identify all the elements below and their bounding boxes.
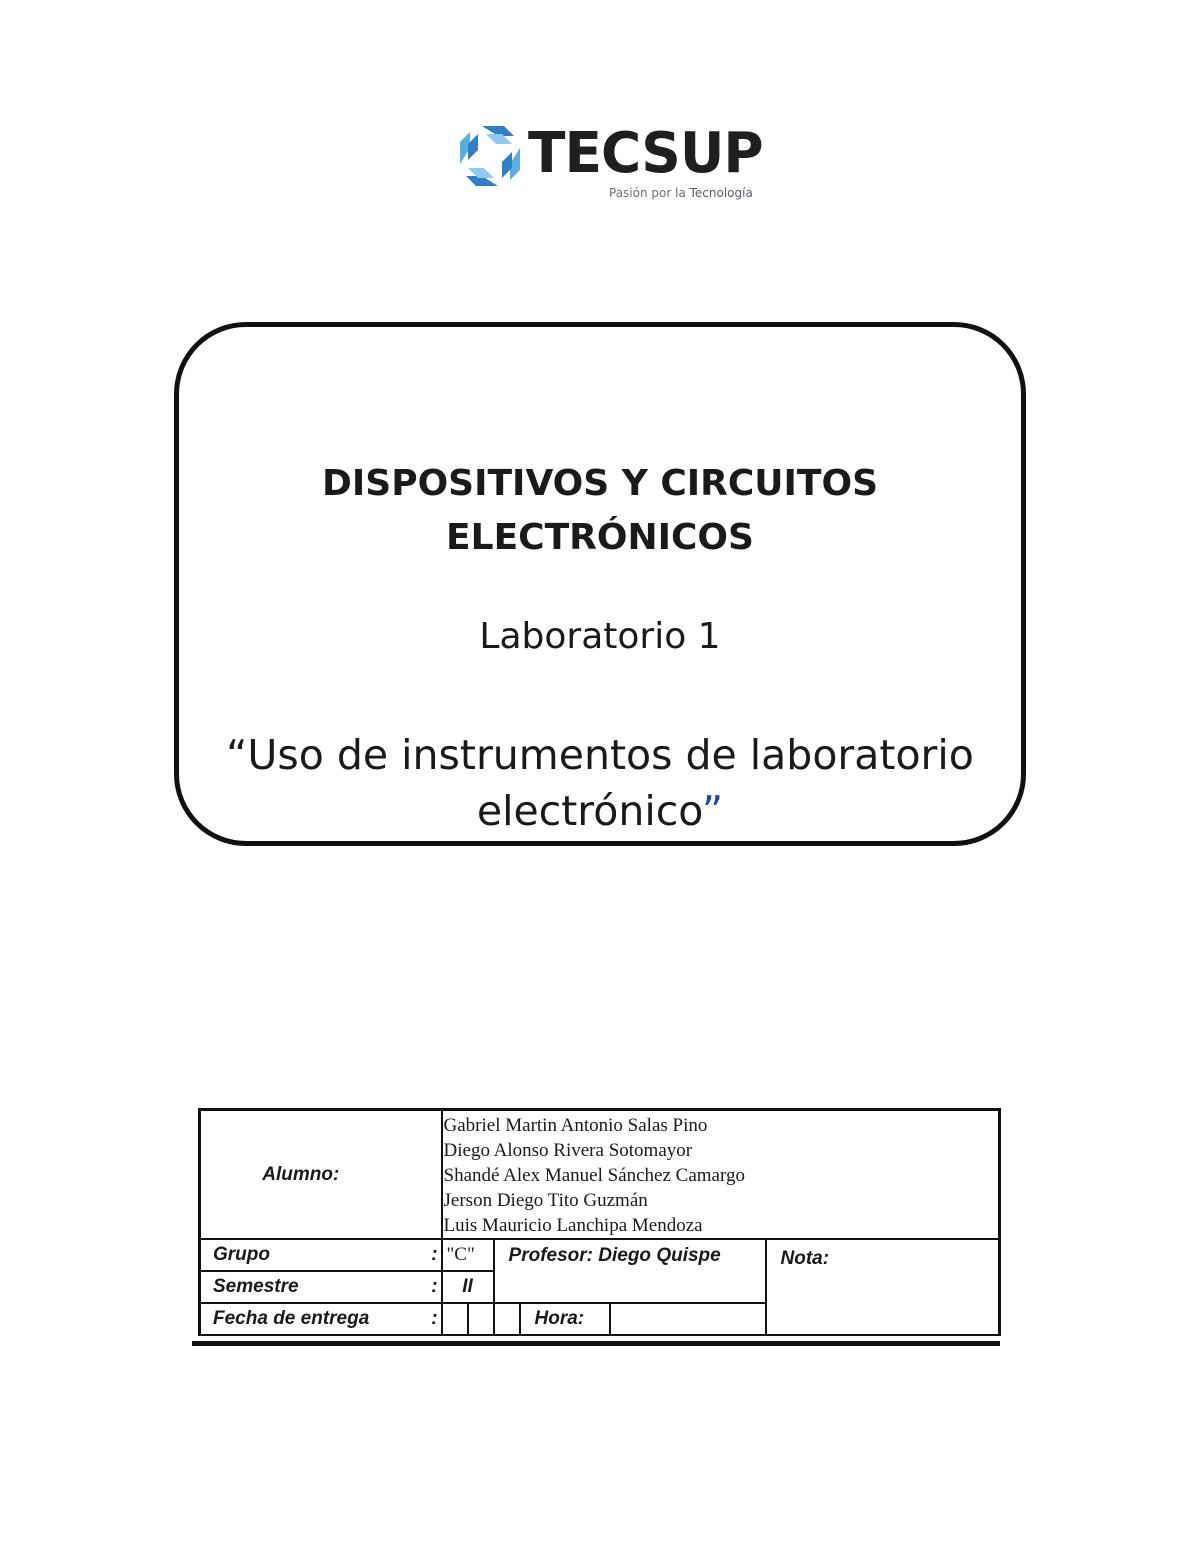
student-name: Diego Alonso Rivera Sotomayor (443, 1140, 693, 1161)
grupo-label: Grupo (200, 1239, 428, 1271)
students-list (442, 1110, 1000, 1240)
tagline-part2: Tecnología (689, 186, 753, 200)
nota-field: Nota: (766, 1239, 1000, 1335)
semestre-label: Semestre (200, 1271, 428, 1303)
course-title-line2: ELECTRÓNICOS (446, 517, 754, 558)
fecha-year-cell[interactable] (494, 1303, 520, 1335)
bottom-rule (192, 1341, 1000, 1346)
cover-title-box (174, 322, 1026, 846)
fecha-colon: : (428, 1303, 442, 1335)
course-title-line1: DISPOSITIVOS Y CIRCUITOS (321, 463, 879, 504)
fecha-month-cell[interactable] (468, 1303, 494, 1335)
hora-label: Hora: (520, 1303, 610, 1335)
semestre-colon: : (428, 1271, 442, 1303)
student-name: Jerson Diego Tito Guzmán (443, 1190, 648, 1211)
closing-quote: ” (701, 787, 724, 835)
semestre-value: II (442, 1271, 494, 1303)
alumno-label: Alumno: (200, 1110, 442, 1240)
grupo-value: "C" (442, 1239, 494, 1271)
hora-value-cell[interactable] (610, 1303, 766, 1335)
fecha-label: Fecha de entrega (200, 1303, 428, 1335)
student-name: Luis Mauricio Lanchipa Mendoza (443, 1215, 703, 1236)
fecha-day-cell[interactable] (442, 1303, 468, 1335)
lab-subtitle-word: electrónico (476, 787, 702, 835)
tagline-part1: Pasión por la (609, 186, 686, 200)
profesor-field: Profesor: Diego Quispe (494, 1239, 766, 1303)
lab-subtitle (199, 727, 1001, 839)
student-info-table (198, 1108, 1001, 1336)
student-name: Gabriel Martin Antonio Salas Pino (443, 1115, 708, 1136)
course-title (179, 457, 1021, 565)
lab-subtitle-line2 (199, 783, 1001, 839)
lab-subtitle-line1: “Uso de instrumentos de laboratorio (226, 731, 974, 779)
student-name: Shandé Alex Manuel Sánchez Camargo (443, 1165, 745, 1186)
lab-number: Laboratorio 1 (479, 616, 721, 657)
tecsup-arrows-icon (452, 118, 528, 194)
grupo-colon: : (428, 1239, 442, 1271)
logo-tagline (609, 186, 753, 200)
logo-wordmark: TECSUP (528, 121, 763, 186)
tecsup-logo (452, 118, 763, 204)
